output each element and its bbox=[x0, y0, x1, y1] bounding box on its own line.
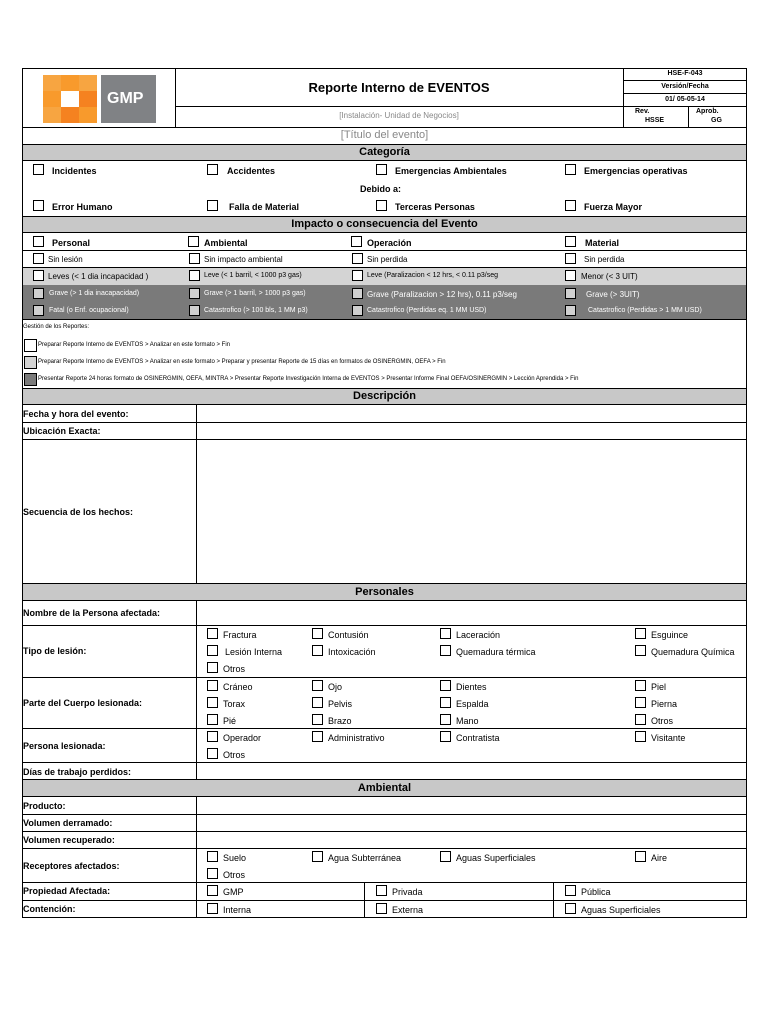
checkbox-contusion[interactable] bbox=[312, 628, 323, 639]
option-fractura: Fractura bbox=[223, 630, 257, 640]
checkbox-ojo[interactable] bbox=[312, 680, 323, 691]
checkbox-menor-mat[interactable] bbox=[565, 270, 576, 281]
header-operacion: Operación bbox=[367, 238, 412, 248]
checkbox-pelvis[interactable] bbox=[312, 697, 323, 708]
derramado-label: Volumen derramado: bbox=[23, 818, 113, 828]
version-label: Versión/Fecha bbox=[661, 83, 709, 90]
label-falla-material: Falla de Material bbox=[229, 202, 300, 212]
dias-label: Días de trabajo perdidos: bbox=[23, 767, 132, 777]
option-grave-amb: Grave (> 1 barril, > 1000 p3 gas) bbox=[204, 290, 306, 297]
checkbox-pie[interactable] bbox=[207, 714, 218, 725]
option-leve-amb: Leve (< 1 barril, < 1000 p3 gas) bbox=[204, 272, 302, 279]
label-emergencias-operativas: Emergencias operativas bbox=[584, 166, 688, 176]
form-code: HSE-F-043 bbox=[667, 70, 703, 77]
ambiental-title: Ambiental bbox=[357, 782, 412, 794]
option-sin-lesion: Sin lesión bbox=[48, 255, 83, 264]
checkbox-contratista[interactable] bbox=[440, 731, 451, 742]
checkbox-grave-mat[interactable] bbox=[565, 288, 576, 299]
checkbox-error-humano[interactable] bbox=[33, 200, 44, 211]
option-catastrofico-op: Catastrofico (Perdidas eq. 1 MM USD) bbox=[367, 307, 487, 314]
label-emergencias-ambientales: Emergencias Ambientales bbox=[395, 166, 507, 176]
nombre-label: Nombre de la Persona afectada: bbox=[23, 608, 161, 618]
option-pie: Pié bbox=[223, 716, 237, 726]
option-laceracion: Laceración bbox=[456, 630, 501, 640]
option-leve-op: Leve (Paralizacion < 12 hrs, < 0.11 p3/seg bbox=[367, 272, 499, 279]
checkbox-agua-subterranea[interactable] bbox=[312, 851, 323, 862]
checkbox-terceras-personas[interactable] bbox=[376, 200, 387, 211]
producto-label: Producto: bbox=[23, 801, 66, 811]
option-operador: Operador bbox=[223, 733, 262, 743]
checkbox-interna[interactable] bbox=[207, 903, 218, 914]
checkbox-leve-amb[interactable] bbox=[189, 270, 200, 281]
option-administrativo: Administrativo bbox=[328, 733, 385, 743]
installation-subtitle[interactable]: [Instalación- Unidad de Negocios] bbox=[339, 111, 459, 120]
recuperado-label: Volumen recuperado: bbox=[23, 835, 115, 845]
option-grave-mat: Grave (> 3UIT) bbox=[586, 290, 640, 299]
header-material: Material bbox=[585, 238, 620, 248]
checkbox-gestion-2[interactable] bbox=[24, 356, 37, 369]
rev-label: Rev. bbox=[635, 108, 650, 115]
checkbox-tipo-otros[interactable] bbox=[207, 662, 218, 673]
option-grave-op: Grave (Paralizacion > 12 hrs), 0.11 p3/seg bbox=[367, 290, 517, 299]
checkbox-leves[interactable] bbox=[33, 270, 44, 281]
checkbox-espalda[interactable] bbox=[440, 697, 451, 708]
checkbox-fatal[interactable] bbox=[33, 305, 44, 316]
section-descripcion bbox=[22, 388, 747, 405]
impacto-title: Impacto o consecuencia del Evento bbox=[291, 218, 478, 230]
label-terceras-personas: Terceras Personas bbox=[395, 202, 475, 212]
checkbox-sin-impacto[interactable] bbox=[189, 253, 200, 264]
checkbox-craneo[interactable] bbox=[207, 680, 218, 691]
checkbox-operacion[interactable] bbox=[351, 236, 362, 247]
producto-field[interactable] bbox=[197, 798, 746, 814]
section-ambiental bbox=[22, 779, 747, 797]
option-sin-perdida-op: Sin perdida bbox=[367, 255, 408, 264]
descripcion-title: Descripción bbox=[353, 390, 416, 402]
option-menor-mat: Menor (< 3 UIT) bbox=[581, 272, 638, 281]
option-agua-subterranea: Agua Subterránea bbox=[328, 853, 402, 863]
checkbox-mano[interactable] bbox=[440, 714, 451, 725]
dias-field[interactable] bbox=[197, 763, 746, 779]
secuencia-field[interactable] bbox=[197, 440, 746, 582]
option-fatal: Fatal (o Enf. ocupacional) bbox=[49, 307, 129, 314]
checkbox-dientes[interactable] bbox=[440, 680, 451, 691]
section-impacto bbox=[22, 216, 747, 233]
option-brazo: Brazo bbox=[328, 716, 352, 726]
checkbox-lesion-interna[interactable] bbox=[207, 645, 218, 656]
form-title: Reporte Interno de EVENTOS bbox=[308, 80, 490, 95]
option-pelvis: Pelvis bbox=[328, 699, 353, 709]
derramado-field[interactable] bbox=[197, 815, 746, 831]
checkbox-emergencias-operativas[interactable] bbox=[565, 164, 576, 175]
checkbox-aguas-superficiales[interactable] bbox=[440, 851, 451, 862]
checkbox-laceracion[interactable] bbox=[440, 628, 451, 639]
option-catastrofico-mat: Catastrofico (Perdidas > 1 MM USD) bbox=[588, 307, 702, 314]
option-lesion-interna: Lesión Interna bbox=[225, 647, 283, 657]
parte-label: Parte del Cuerpo lesionada: bbox=[23, 698, 143, 708]
option-esguince: Esguince bbox=[651, 630, 689, 640]
checkbox-brazo[interactable] bbox=[312, 714, 323, 725]
nombre-field[interactable] bbox=[197, 602, 746, 625]
tipo-label: Tipo de lesión: bbox=[23, 646, 87, 656]
persona-label: Persona lesionada: bbox=[23, 741, 106, 751]
checkbox-gestion-1[interactable] bbox=[24, 339, 37, 352]
checkbox-gestion-3[interactable] bbox=[24, 373, 37, 386]
checkbox-externa[interactable] bbox=[376, 903, 387, 914]
option-piel: Piel bbox=[651, 682, 667, 692]
checkbox-contencion-aguas[interactable] bbox=[565, 903, 576, 914]
checkbox-catastrofico-op[interactable] bbox=[352, 305, 363, 316]
checkbox-catastrofico-mat[interactable] bbox=[565, 305, 576, 316]
option-contencion-aguas: Aguas Superficiales bbox=[581, 905, 661, 915]
checkbox-sin-perdida-op[interactable] bbox=[352, 253, 363, 264]
recuperado-field[interactable] bbox=[197, 832, 746, 848]
option-persona-otros: Otros bbox=[223, 750, 246, 760]
option-sin-impacto: Sin impacto ambiental bbox=[204, 255, 283, 264]
header-ambiental: Ambiental bbox=[204, 238, 248, 248]
label-accidentes: Accidentes bbox=[227, 166, 276, 176]
checkbox-publica[interactable] bbox=[565, 885, 576, 896]
checkbox-operador[interactable] bbox=[207, 731, 218, 742]
label-incidentes: Incidentes bbox=[52, 166, 97, 176]
option-tipo-otros: Otros bbox=[223, 664, 246, 674]
option-interna: Interna bbox=[223, 905, 252, 915]
checkbox-intoxicacion[interactable] bbox=[312, 645, 323, 656]
contencion-label: Contención: bbox=[23, 904, 76, 914]
checkbox-quemadura-quimica[interactable] bbox=[635, 645, 646, 656]
option-sin-perdida-mat: Sin perdida bbox=[584, 255, 625, 264]
option-dientes: Dientes bbox=[456, 682, 487, 692]
checkbox-sin-lesion[interactable] bbox=[33, 253, 44, 264]
header-personal: Personal bbox=[52, 238, 91, 248]
version-value: 01/ 05-05-14 bbox=[665, 96, 705, 103]
secuencia-label: Secuencia de los hechos: bbox=[23, 507, 134, 517]
option-aguas-superficiales: Aguas Superficiales bbox=[456, 853, 536, 863]
checkbox-suelo[interactable] bbox=[207, 851, 218, 862]
checkbox-visitante[interactable] bbox=[635, 731, 646, 742]
checkbox-leve-op[interactable] bbox=[352, 270, 363, 281]
option-intoxicacion: Intoxicación bbox=[328, 647, 376, 657]
option-aire: Aire bbox=[651, 853, 668, 863]
option-receptores-otros: Otros bbox=[223, 870, 246, 880]
checkbox-material[interactable] bbox=[565, 236, 576, 247]
option-espalda: Espalda bbox=[456, 699, 489, 709]
aprob-value: GG bbox=[711, 117, 722, 124]
gestion-option-2: Preparar Reporte Interno de EVENTOS > Analizar en este formato > Preparar y presentar Reporte de 15 días en formatos de OSINERGMIN, OEFA > Fin bbox=[38, 359, 446, 365]
checkbox-catastrofico-amb[interactable] bbox=[189, 305, 200, 316]
checkbox-gmp[interactable] bbox=[207, 885, 218, 896]
checkbox-piel[interactable] bbox=[635, 680, 646, 691]
option-craneo: Cráneo bbox=[223, 682, 253, 692]
checkbox-falla-material[interactable] bbox=[207, 200, 218, 211]
checkbox-personal[interactable] bbox=[33, 236, 44, 247]
gestion-label: Gestión de los Reportes: bbox=[23, 324, 90, 330]
option-ojo: Ojo bbox=[328, 682, 343, 692]
checkbox-aire[interactable] bbox=[635, 851, 646, 862]
checkbox-ambiental[interactable] bbox=[188, 236, 199, 247]
debido-label: Debido a: bbox=[360, 184, 402, 194]
option-leves: Leves (< 1 dia incapacidad ) bbox=[48, 272, 149, 281]
section-categoria bbox=[22, 144, 747, 161]
propiedad-label: Propiedad Afectada: bbox=[23, 886, 111, 896]
event-title[interactable]: [Título del evento] bbox=[340, 129, 429, 141]
checkbox-accidentes[interactable] bbox=[207, 164, 218, 175]
checkbox-grave-op[interactable] bbox=[352, 288, 363, 299]
option-privada: Privada bbox=[392, 887, 423, 897]
company-logo bbox=[43, 75, 156, 123]
personales-title: Personales bbox=[355, 586, 414, 598]
option-quemadura-quimica: Quemadura Química bbox=[651, 647, 735, 657]
option-externa: Externa bbox=[392, 905, 424, 915]
checkbox-administrativo[interactable] bbox=[312, 731, 323, 742]
ubicacion-label: Ubicación Exacta: bbox=[23, 426, 101, 436]
checkbox-grave-amb[interactable] bbox=[189, 288, 200, 299]
gestion-option-3: Presentar Reporte 24 horas formato de OSINERGMIN, OEFA, MINTRA > Presentar Reporte Investigación Interna de EVENTOS > Presentar Informe Final OEFA/OSINERGMIN > Lección Aprendida > Fin bbox=[38, 376, 579, 382]
label-fuerza-mayor: Fuerza Mayor bbox=[584, 202, 643, 212]
option-pierna: Pierna bbox=[651, 699, 678, 709]
checkbox-grave-pers[interactable] bbox=[33, 288, 44, 299]
label-error-humano: Error Humano bbox=[52, 202, 113, 212]
option-grave-pers: Grave (> 1 dia inacapacidad) bbox=[49, 290, 140, 297]
option-contusion: Contusión bbox=[328, 630, 369, 640]
option-visitante: Visitante bbox=[651, 733, 686, 743]
section-personales bbox=[22, 583, 747, 601]
option-catastrofico-amb: Catastrofico (> 100 bls, 1 MM p3) bbox=[204, 307, 308, 314]
checkbox-pierna[interactable] bbox=[635, 697, 646, 708]
checkbox-persona-otros[interactable] bbox=[207, 748, 218, 759]
aprob-label: Aprob. bbox=[696, 108, 719, 115]
checkbox-privada[interactable] bbox=[376, 885, 387, 896]
checkbox-incidentes[interactable] bbox=[33, 164, 44, 175]
option-mano: Mano bbox=[456, 716, 479, 726]
logo-text: GMP bbox=[107, 90, 144, 107]
checkbox-torax[interactable] bbox=[207, 697, 218, 708]
receptores-label: Receptores afectados: bbox=[23, 861, 120, 871]
option-quemadura-termica: Quemadura térmica bbox=[456, 647, 536, 657]
option-gmp: GMP bbox=[223, 887, 244, 897]
rev-value: HSSE bbox=[645, 117, 665, 124]
fecha-label: Fecha y hora del evento: bbox=[23, 409, 129, 419]
option-suelo: Suelo bbox=[223, 853, 247, 863]
option-contratista: Contratista bbox=[456, 733, 500, 743]
checkbox-parte-otros[interactable] bbox=[635, 714, 646, 725]
checkbox-sin-perdida-mat[interactable] bbox=[565, 253, 576, 264]
checkbox-receptores-otros[interactable] bbox=[207, 868, 218, 879]
categoria-title: Categoría bbox=[359, 146, 410, 158]
fecha-field[interactable] bbox=[197, 406, 746, 422]
ubicacion-field[interactable] bbox=[197, 423, 746, 439]
checkbox-fuerza-mayor[interactable] bbox=[565, 200, 576, 211]
option-torax: Torax bbox=[223, 699, 246, 709]
option-publica: Pública bbox=[581, 887, 611, 897]
checkbox-quemadura-termica[interactable] bbox=[440, 645, 451, 656]
option-parte-otros: Otros bbox=[651, 716, 674, 726]
checkbox-fractura[interactable] bbox=[207, 628, 218, 639]
gestion-option-1: Preparar Reporte Interno de EVENTOS > Analizar en este formato > Fin bbox=[38, 342, 230, 348]
checkbox-emergencias-ambientales[interactable] bbox=[376, 164, 387, 175]
checkbox-esguince[interactable] bbox=[635, 628, 646, 639]
